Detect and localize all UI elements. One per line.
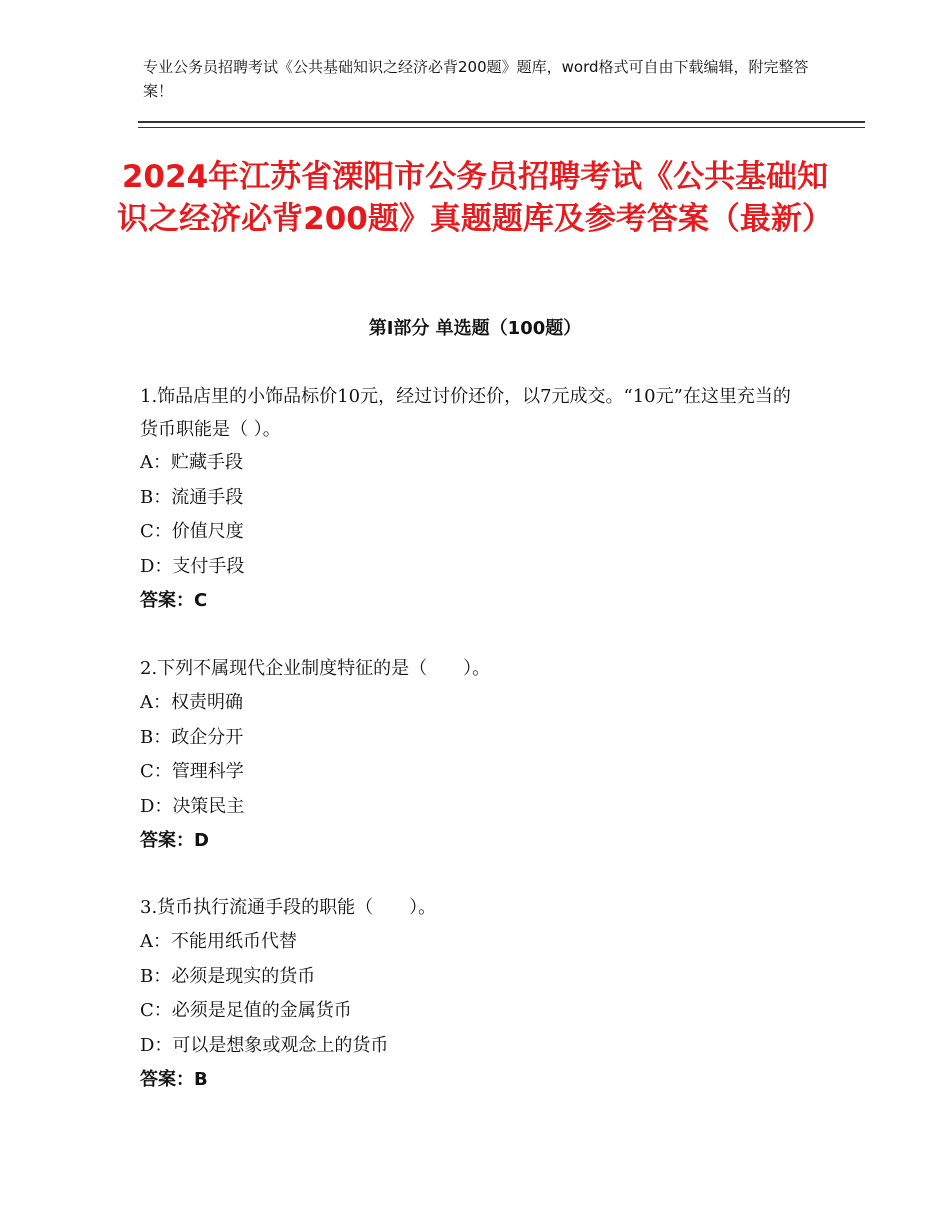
question-answer: 答案：C [140, 590, 208, 611]
question-option-a: A：不能用纸币代替 [140, 931, 297, 952]
header-note: 专业公务员招聘考试《公共基础知识之经济必背200题》题库，word格式可自由下载编辑，附完整答案！ [143, 58, 809, 100]
question-item [140, 380, 800, 618]
question-item [140, 891, 800, 1097]
question-option-d: D：支付手段 [140, 555, 245, 577]
question-answer: 答案：B [140, 1069, 208, 1090]
question-stem: 2.下列不属现代企业制度特征的是（ ）。 [140, 658, 491, 679]
question-item [140, 652, 800, 858]
question-option-c: C：必须是足值的金属货币 [140, 1000, 352, 1021]
question-option-c: C：价值尺度 [140, 521, 244, 542]
question-option-b: B：政企分开 [140, 726, 244, 748]
question-option-a: A：权责明确 [140, 692, 243, 713]
question-option-a: A：贮藏手段 [140, 452, 243, 473]
document-title: 2024年江苏省溧阳市公务员招聘考试《公共基础知识之经济必背200题》真题题库及参考答案（最新） [117, 159, 833, 237]
question-option-d: D：决策民主 [140, 795, 245, 817]
question-option-b: B：流通手段 [140, 486, 244, 508]
question-option-d: D：可以是想象或观念上的货币 [140, 1034, 389, 1056]
question-option-b: B：必须是现实的货币 [140, 965, 316, 987]
question-stem: 3.货币执行流通手段的职能（ ）。 [140, 897, 437, 918]
question-stem: 1.饰品店里的小饰品标价10元，经过讨价还价，以7元成交。“10元”在这里充当的货币职能是（ ）。 [140, 386, 791, 440]
question-option-c: C：管理科学 [140, 761, 244, 782]
question-answer: 答案：D [140, 830, 209, 851]
header-divider [138, 121, 865, 128]
section-title: 第Ⅰ部分 单选题（100题） [368, 318, 582, 339]
